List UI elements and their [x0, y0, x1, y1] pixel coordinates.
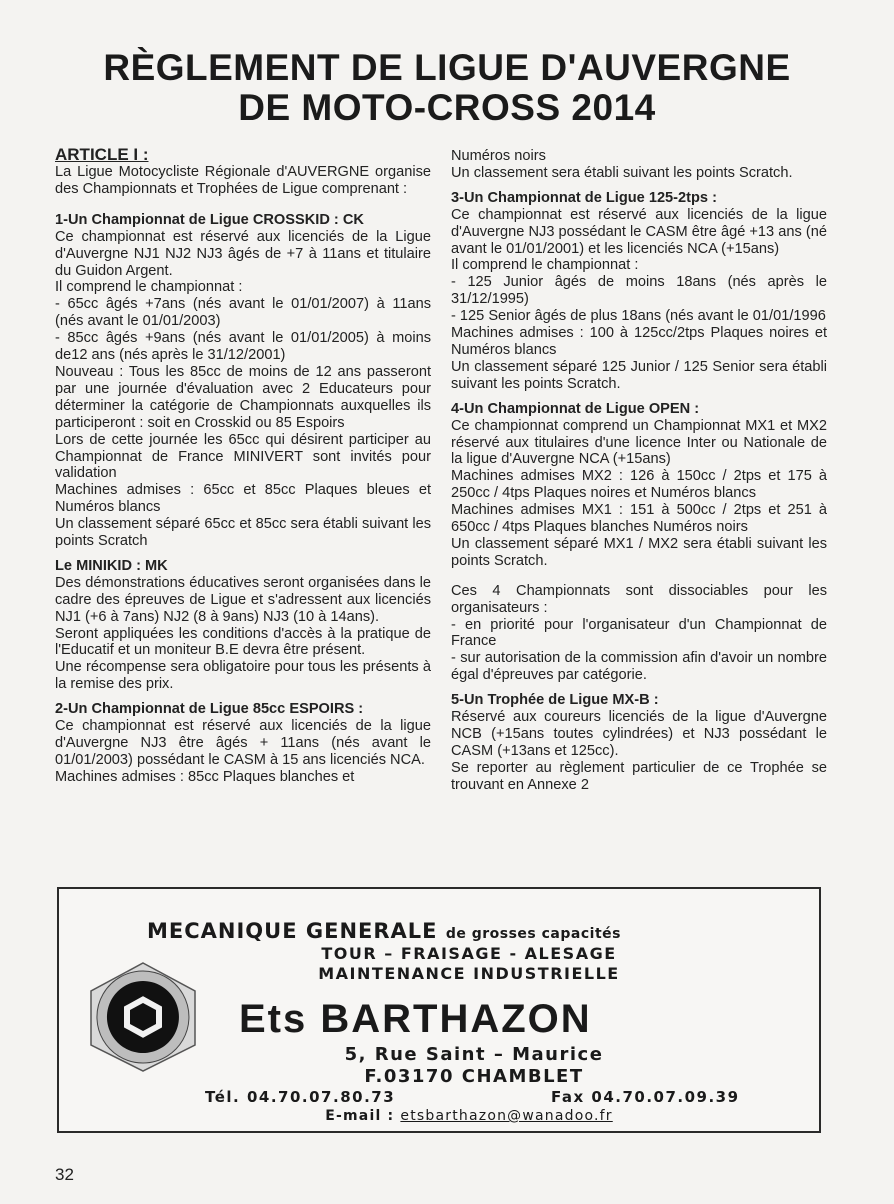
advertisement-box	[57, 887, 821, 1133]
paragraph: Ce championnat est réservé aux licenciés de la Ligue d'Auvergne NJ1 NJ2 NJ3 âgés de +7 à 11ans et titulaire du Guidon Argent.	[55, 228, 431, 279]
ad-email-label: E-mail :	[325, 1108, 395, 1124]
page-number: 32	[55, 1165, 74, 1184]
ad-address-street: 5, Rue Saint – Maurice	[344, 1044, 604, 1065]
paragraph: Réservé aux coureurs licenciés de la ligue d'Auvergne NCB (+15ans toutes cylindrées) et NJ3 possédant le CASM (+13ans et 125cc).	[451, 709, 827, 759]
paragraph: Il comprend le championnat :	[451, 257, 639, 274]
paragraph: - 125 Junior âgés de moins 18ans (nés après le 31/12/1995)	[451, 274, 827, 308]
paragraph: - 85cc âgés +9ans (nés avant le 01/01/2005) à moins de12 ans (nés après le 31/12/2001)	[55, 330, 431, 364]
title-line-2: DE MOTO-CROSS 2014	[238, 87, 656, 128]
paragraph: Un classement séparé 125 Junior / 125 Senior sera établi suivant les points Scratch.	[451, 358, 827, 392]
paragraph: - 125 Senior âgés de plus 18ans (nés avant le 01/01/1996	[451, 308, 826, 325]
ad-headline-small: de grosses capacités	[445, 926, 621, 942]
paragraph: Seront appliquées les conditions d'accès à la pratique de l'Educatif et un moniteur B.E devra être présent.	[55, 625, 431, 659]
paragraph: Machines admises : 65cc et 85cc Plaques bleues et Numéros blancs	[55, 482, 431, 516]
section-heading-minikid: Le MINIKID : MK	[55, 557, 168, 574]
section-heading-125-2tps: 3-Un Championnat de Ligue 125-2tps :	[451, 189, 717, 206]
ad-email-link[interactable]: etsbarthazon@wanadoo.fr	[400, 1108, 613, 1124]
paragraph: Un classement séparé 65cc et 85cc sera établi suivant les points Scratch	[55, 516, 431, 550]
section-heading-mx-b: 5-Un Trophée de Ligue MX-B :	[451, 692, 659, 709]
paragraph: Machines admises : 85cc Plaques blanches et	[55, 768, 355, 785]
article-heading: ARTICLE I :	[55, 145, 149, 164]
paragraph: Se reporter au règlement particulier de ce Trophée se trouvant en Annexe 2	[451, 759, 827, 793]
paragraph: Ce championnat est réservé aux licenciés de la ligue d'Auvergne NJ3 être âgés + 11ans (nés avant le 01/01/2003) possédant le CASM à 15 ans licenciés NCA.	[55, 718, 431, 768]
paragraph: Ce championnat comprend un Championnat MX1 et MX2 réservé aux titulaires d'une licence Inter ou Nationale de la ligue d'Auvergne NCA (+15ans)	[451, 417, 827, 468]
ad-company-name: Ets BARTHAZON	[239, 997, 592, 1041]
paragraph: Machines admises : 100 à 125cc/2tps Plaques noires et Numéros blancs	[451, 325, 827, 358]
paragraph: Ce championnat est réservé aux licenciés de la ligue d'Auvergne NJ3 possédant le CASM être âgé +13 ans (né avant le 01/01/2001) et les licenciés NCA (+15ans)	[451, 206, 827, 257]
paragraph: Un classement séparé MX1 / MX2 sera établi suivant les points Scratch.	[451, 535, 827, 569]
ad-headline	[147, 919, 621, 943]
paragraph: Ces 4 Championnats sont dissociables pour les organisateurs :	[451, 582, 827, 616]
paragraph: Des démonstrations éducatives seront organisées dans le cadre des épreuves de Ligue et s'adressent aux licenciés NJ1 (+6 à 7ans) NJ2 (8 à 9ans) NJ3 (10 à 14ans).	[55, 574, 431, 625]
ad-services: TOUR – FRAISAGE - ALESAGE	[321, 944, 617, 963]
section-heading-crosskid: 1-Un Championnat de Ligue CROSSKID : CK	[55, 211, 364, 228]
paragraph: Numéros noirs	[451, 148, 546, 164]
paragraph: Lors de cette journée les 65cc qui désirent participer au Championnat de France MINIVERT sont invités pour validation	[55, 431, 431, 482]
ad-phone: Tél. 04.70.07.80.73	[205, 1088, 396, 1106]
title-line-1: RÈGLEMENT DE LIGUE D'AUVERGNE	[103, 47, 791, 88]
ad-maintenance: MAINTENANCE INDUSTRIELLE	[318, 964, 620, 983]
ad-address-city: F.03170 CHAMBLET	[364, 1066, 584, 1087]
right-column	[451, 148, 827, 794]
paragraph: - en priorité pour l'organisateur d'un Championnat de France	[451, 616, 827, 650]
left-column	[55, 146, 431, 786]
paragraph: - 65cc âgés +7ans (nés avant le 01/01/2007) à 11ans (nés avant le 01/01/2003)	[55, 296, 431, 330]
paragraph: Machines admises MX2 : 126 à 150cc / 2tps et 175 à 250cc / 4tps Plaques noires et Numéros blancs	[451, 468, 827, 502]
paragraph: Il comprend le championnat :	[55, 279, 243, 296]
ad-headline-main: MECANIQUE GENERALE	[147, 919, 438, 943]
section-heading-85cc-espoirs: 2-Un Championnat de Ligue 85cc ESPOIRS :	[55, 701, 364, 718]
section-heading-open: 4-Un Championnat de Ligue OPEN :	[451, 400, 700, 417]
paragraph: Machines admises MX1 : 151 à 500cc / 2tps et 251 à 650cc / 4tps Plaques blanches Numéros noirs	[451, 502, 827, 536]
paragraph: Un classement sera établi suivant les points Scratch.	[451, 164, 793, 181]
page-title	[60, 48, 834, 128]
paragraph: Nouveau : Tous les 85cc de moins de 12 ans passeront par une journée d'évaluation avec 2 Educateurs pour déterminer la catégorie de Championnats auxquelles ils participeront : soit en Crosskid ou 85 Espoirs	[55, 363, 431, 431]
paragraph: Une récompense sera obligatoire pour tous les présents à la remise des prix.	[55, 659, 431, 693]
paragraph: - sur autorisation de la commission afin d'avoir un nombre égal d'épreuves par catégorie.	[451, 650, 827, 684]
ad-email	[59, 1108, 819, 1124]
intro-paragraph: La Ligue Motocycliste Régionale d'AUVERGNE organise des Championnats et Trophées de Ligue comprenant :	[55, 164, 431, 197]
ad-fax: Fax 04.70.07.09.39	[551, 1088, 740, 1106]
